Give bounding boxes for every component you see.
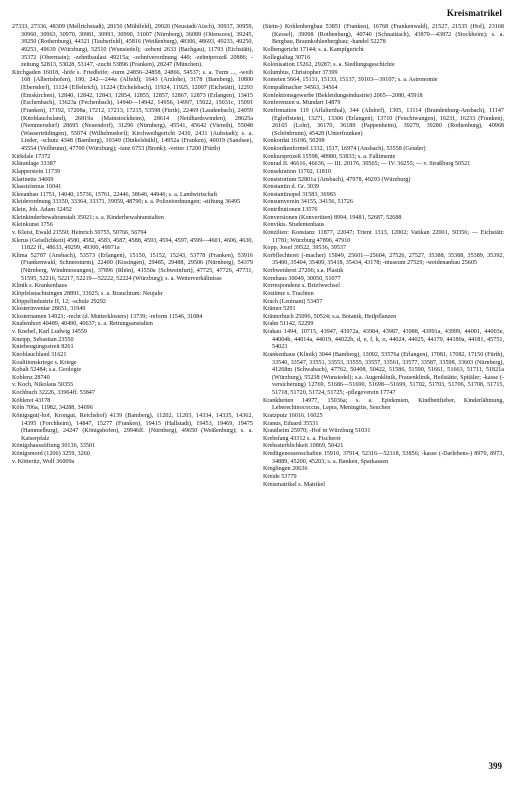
index-entry: Königsgut(-hof, Krongut, Reichshof) 4139 (Bamberg), 11202, 11203, 14334, 14335, 14362, 14395 (Forchheim), 14847, 15277 (Franken), 19415 (Hallstadt), 19453, 19469, 19475 (Hammelburg), 24247 (Königshofen), 29946ff. (Nürnberg), 49650 (Weißenburg); s. a. Kaiserpfalz (12, 412, 253, 442)
index-entry: Kranus, Eduard 35531 (263, 420, 319, 427)
index-entry: Kometen 5664, 15131, 15133, 15137, 39103—39107; s. a. Astronomie (263, 77, 438, 84)
index-entry: Kolbengericht 17144; s. a. Kampfgericht (263, 46, 364, 53)
index-entry: Kostüme s. Trachten (263, 290, 314, 297)
index-entry: Klarinette 34669 (12, 176, 54, 183)
index-entry: Königshausstiftung 30136, 33501 (12, 443, 96, 450)
index-entry: Kreide 53779 (263, 473, 297, 480)
index-entry: Konrad II. 46616, 46636, — III. 20176, 30565; — IV. 36255; — v. Straßburg 50521 (263, 161, 471, 168)
index-entry: Konzilien: Konstanz 11877, 22047; Trient 1313, 12002; Vatikan 22001, 50356; — Eichstätt: 11781; Würzburg 47896, 47910 (263, 229, 504, 244)
index-entry: Klapperstein 11739 (12, 168, 61, 175)
index-entry: Koalitionskriege s. Kriege (12, 359, 77, 366)
index-entry: Krautheim 25970; -Hof in Würzburg 51031 (263, 428, 371, 435)
index-entry: Krebssterblichkeit 10869, 50421 (263, 443, 344, 450)
index-entry: Konsistorium 52801a (Ansbach), 47978, 49293 (Würzburg) (263, 176, 411, 183)
index-entry: Kirkdale 17372 (12, 153, 51, 160)
index-entry: Kollegialtag 30716 (263, 54, 311, 61)
index-entry: Kleiderordnung 33350, 33364, 33371, 39059, 48790; s. a. Polizeiordnungen; -stiftung 36495 (12, 199, 241, 206)
index-entry: Krach (Leutnant) 53457 (263, 298, 323, 305)
index-entry: Konsumverein 34155, 34156, 51726 (263, 199, 353, 206)
page-number: 399 (488, 761, 502, 771)
running-head: Kreismatrikel (446, 8, 502, 18)
index-entry: Konfirmation 119 (Affalterthal), 344 (Altdorf), 1305, 13114 (Brandenburg-Ansbach), 11147 (Egloffstein), 13271, 13306 (Erlangen), 13710 (Feuchtwangen), 16231, 16233 (Franken), 26165 (Lohr), 36170, 36189 (Pappenheim), 39279, 39280 (Rothenburg), 40968 (Schönbrunn), 45428 (Unterfranken) (263, 107, 504, 137)
index-entry: Kontributionen 13576 (263, 207, 318, 213)
index-entry: Krankenhaus (Klinik) 3044 (Bamberg), 13092, 53576a (Erlangen), 17081, 17082, 17150 (Fürth), 33540, 33547, 33551, 33553, 33555, 33557, 33561, 33577, 33587, 33598, 33603 (Nürnberg), 41268m (Schwabach), 47762, 50408, 50422, 51586, 51590, 51661, 51663, 51711, 51821a (Würzburg), 55238 (Wunsiedel); s.a. Augenklinik, Frauenklinik, Heilstätte, Spitäler; -kasse (-versicherung) 12769, 51686—51690, 51698—51699, 51702, 51703, 51706, 51708, 51715, 51718, 51720, 51724, 51725; -pflegeverein 17747 (263, 351, 504, 396)
index-entry: Klöpfelsnachtsingen 28891, 33925; s. a. Brauchtum: Neujahr (12, 290, 163, 297)
index-entry: Köhlerei 43178 (12, 397, 51, 404)
index-entry: Kleinkinderbewahranstalt 35021; s. a. Kinderbewahranstalten (12, 214, 164, 221)
index-entry: Konfektionsgewerbe (Bekleidungsindustrie) 2065—2080, 45918 (263, 92, 423, 99)
index-entry: Kleeanbau 11751, 14040, 15736, 15761, 22446, 38646, 44946; s. a. Landwirtschaft (12, 191, 218, 198)
index-entry: Kreglingen 20636 (263, 466, 308, 473)
index-entry: Kompaßmacher 34563, 34564 (263, 85, 338, 91)
index-entry: Krahn 51142, 52299 (263, 321, 314, 328)
index-entry: Kolumbus, Christopher 37399 (263, 69, 338, 76)
index-entry: Konvikts. Studentenhaus (263, 222, 325, 229)
index-entry: Kochbuch 32226, 33964ff. 53847 (12, 390, 95, 396)
index-entry: Kreditgenossenschaften 15910, 37914, 52316—52318, 53856; -kasse (-Darlehens-) 8970, 8973, 34889, 45200, 45203; s. a. Banken, Sparkassen (263, 451, 504, 465)
index-entry: Konkursprozeß 15598, 48980, 53833; s. a. Fallimente (263, 153, 396, 160)
index-entry: Kläranlage 33387 (12, 161, 56, 168)
index-entry: Klima 52787 (Ansbach), 53573 (Erlangen), 15150, 15152, 15243, 53778 (Franken), 53916 (Frankenwald, Schneesturm), 22400 (Kissingen), 29485, 29488, 29506 (Nürnberg), 54379 (Nürnberg, Windmessungen), 37896 (Rhön), 41550a (Schweinfurt), 47725, 47726, 47731, 51595, 52216, 52217, 52219—52222, 52224 (Würzburg); s. a. Wetterverhältnisse (12, 252, 253, 282)
index-entry: Kniebeugungsstreit 8261 (12, 344, 74, 351)
index-entry: Krebsfang 43312 s. a. Fischerei (263, 435, 341, 442)
index-entry: Kräuterbuch 25096, 50524; s.a. Botanik, Heilpflanzen (263, 313, 397, 320)
index-entry: v. Koch, Nikolaus 50355 (12, 382, 74, 389)
index-entry: Konstantin d. Gr. 3039 (263, 184, 320, 191)
index-entry: Konkordienformel 1332, 1517, 16974 (Ansbach), 53558 (Geuder) (263, 146, 426, 152)
index-entry: Kleinkunst 1756 (12, 222, 53, 229)
index-entry: Korbweiderei 27206; s.a. Plastik (263, 268, 344, 274)
index-column-left (12, 24, 253, 466)
index-entry: Kratzputz 16016, 16025 (263, 412, 323, 419)
index-entry: Köln 706a, 11982, 34288, 34696 (12, 405, 93, 412)
index-entry: (Stein-) Kohlenbergbau 53851 (Franken), 16768 (Frankenwald), 21527, 21535 (Hof), 23168 (Kessel), 39098 (Rothenburg), 40740 (Schnaittach), 43870—43872 (Stockheim); s. a. Bergbau, Braunkohlenbergbau; -handel 52278 (263, 24, 504, 46)
index-entry: Kneipp, Sebastian 23550 (12, 336, 74, 343)
index-entry: Kirchgaden 16018, -höfe s. Friedhöfe; -turm 24856–24858, 24866, 54537; s. a. Turm ..., -weih 168 (Albertshofen), 190, 242—244a (Alfeld); 1643 (Arzlohe), 3178 (Bamberg), 10800 (Ebersdorf), 11124 (Effeltrich), 11224 (Eichelsbach), 11924, 11925, 12007 (Eichstätt), 12293 (Emskirchen), 12840, 12842, 12843, 12854, 12855, 12857, 12867, 12873 (Erlangen), 13415 (Eschenbach), 13623a (Fechenbach), 14940—14942, 14956, 14997, 15022, 15031c, 15091 (Franken), 17192, 17208a, 17212, 17213, 17215, 53598 (Fürth), 22469 (Laudenbach), 24059 (Knoblauchsland), 26819a (Mainstockheim), 28614 (Neidhardswinden), 28625a (Nemmersdorf) 28695 (Neuendorf), 31296 (Nürnberg), 45541, 45642 (Viereth), 55048 (Wassertrüdingen), 55074 (Wilhelmsdorf); Kirchweihgericht 2430, 2431 (Aubstadt); s. a. Lieder, -schutz 4348 (Bamberg), 10349 (Dinkelsbühl), 14952a (Franken), 40019 (Sandsee), 45554 (Veilbrunn), 47700 (Würzburg); -tanz 6753 (Brenk); -vetter 17200 (Fürth) (12, 69, 253, 152)
page-header (12, 8, 502, 20)
index-entry: Klein, Joh. Adam 12452 (12, 207, 72, 213)
index-entry: Konsekration 11702, 11810 (263, 168, 331, 175)
index-entry: Krakau 1494, 10715, 43947, 43972a, 43984, 43987, 43988, 43991a, 43999, 44001, 44003e, 44004b, 44014a, 44019, 44022b, d, e, f, k, o, 44024, 44025, 44179, 44180a, 44181, 45751, 54023 (263, 329, 504, 351)
index-entry: Korrespondenz s. Briefwechsel (263, 283, 340, 290)
index-entry: Klinik s. Krankenhaus (12, 283, 68, 290)
index-entry: Krankheiten 14977, 15036a; s. a. Epidemien, Kindbettfieber, Kinderlähmung, Leberechinococcus, Lepra, Meningitis, Seuchen (263, 397, 504, 412)
index-entry: Konkordat 16196, 50298 (263, 138, 325, 145)
index-entry: Knoblauchland 31621 (12, 351, 67, 358)
index-entry: Klosternamen 14923; -recht (d. Mutterklosters) 13739; -reform 11546, 31084 (12, 313, 203, 320)
index-entry: v. Knebel, Karl Ludwig 14559 (12, 329, 87, 335)
index-entry: Klerus (Geistlichkeit) 4580, 4582, 4583, 4587, 4588, 4593, 4594, 4597, 4599—4601, 4606, 4630, 11822 ff., 48633, 49299, 49300, 49971a (12, 237, 253, 252)
index-entry: Konstantinopel 31583, 36983 (263, 191, 336, 198)
index-entry: Klassizismus 16041 (12, 184, 62, 191)
index-entry: Konversionen (Konvertiten) 8994, 19481, 52687, 52688 (263, 214, 402, 221)
index-entry: Konferenzen u. Mundart 14879 (263, 100, 341, 107)
index-entry: Korbflechterei (-macher) 15849, 25601—25604, 27526, 27527, 35388, 35388, 35389, 35392, 35400, 35404, 35409, 35418, 35434, 43178; -museum 27529; -weidenanbau 25605 (263, 252, 504, 267)
index-entry: Kolonisation 15262, 29287; s. a. Siedlungsgeschichte (263, 62, 395, 69)
index-entry: Kreismatrikel s. Matrikel (263, 481, 325, 488)
index-entry: Kobalt 52484; s.a. Geologie (12, 367, 82, 374)
index-entry: Krämer 5291 (263, 306, 296, 313)
index-entry: Koblenz 28740 (12, 374, 50, 381)
index-entry: v. Kleist, Ewald 21550; Heinrich 50755, 50766, 56794 (12, 229, 147, 236)
index-entry: Knabenhort 40489, 40490, 40637; s. a. Rettungsanstalten (12, 321, 153, 328)
index-entry: 27333, 27336, 48309 (Mellrichstadt), 28156 (Mühlfeld), 29020 (Neustadt/Aisch), 30937, 30959, 30960, 30963, 30970, 30981, 30993, 30990, 31007 (Nürnberg), 36089 (Ottensoos), 39245, 39250 (Rothenburg), 44321 (Tauberfeld), 45816 (Weißenburg), 48306, 48693, 49233, 49250, 49253, 49639 (Würzburg), 52510 (Wunsiedel); -zehent 2633 (Bachgau), 11793 (Eichstätt), 35372 (Obermain); -zehntbaulast 49215a; -zehntverordnung 440; -zehntprozeß 20886; -zeitung 52813, 53028, 53147, -zucht 53896 (Franken), 28247 (München). (12, 24, 253, 69)
index-column-right (263, 24, 504, 489)
index-entry: Königsmord (1206) 3259, 3260 (12, 451, 90, 457)
index-entry: Klöppelindustrie II, 12; -schule 29292 (12, 298, 106, 305)
index-entry: Klosterinventar 28651, 31949 (12, 306, 86, 313)
index-entry: Kopp, Josef 39522, 39536, 39537 (263, 245, 347, 252)
index-entry: v. Kötteritz, Wolf 36009a (12, 458, 75, 465)
index-entry: Kornhaus 30049, 30050, 51077 (263, 275, 341, 282)
